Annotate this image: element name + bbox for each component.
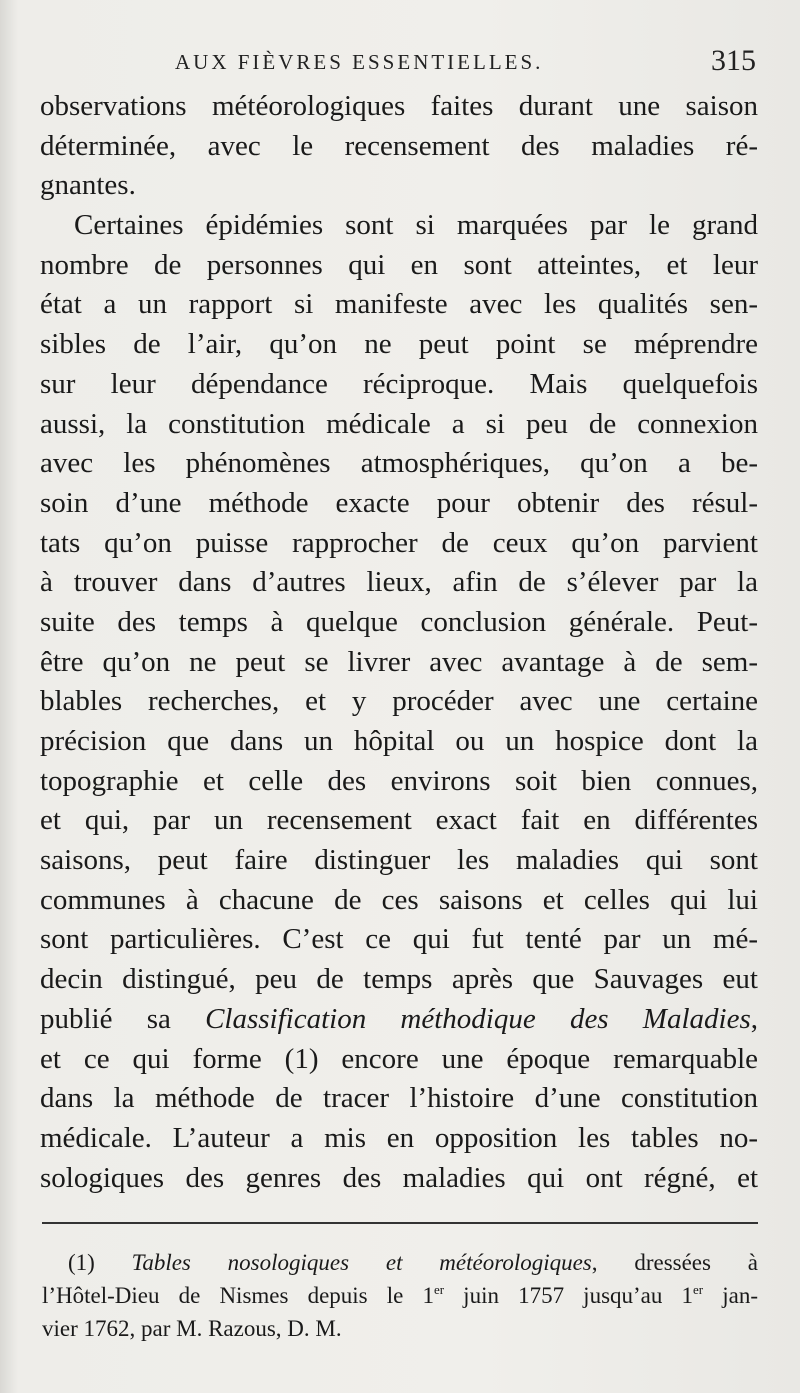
footnote-line [42,1279,758,1312]
footnote-divider [42,1222,758,1224]
text-line: decin distingué, peu de temps après que Sauvages eut [40,963,758,996]
paragraph-first-line: Certaines épidémies sont si marquées par le grand [74,209,758,242]
text-line: sur leur dépendance réciproque. Mais quelquefois [40,367,758,400]
page-number: 315 [711,44,756,77]
text-line-with-title [40,1000,758,1040]
superscript: er [693,1282,704,1297]
text-line: blables recherches, et y procéder avec une certaine [40,685,758,718]
footnote-marker: (1) [68,1250,132,1275]
text-line: sont particulières. C’est ce qui fut tenté par un mé- [40,923,758,956]
text-segment: publié sa [40,1002,206,1035]
footnote-title: Tables nosologiques et météorologiques [131,1250,592,1275]
text-line: état a un rapport si manifeste avec les qualités sen- [40,288,758,321]
footnote-line: vier 1762, par M. Razous, D. M. [42,1316,342,1341]
text-line: à trouver dans d’autres lieux, afin de s’élever par la [40,566,758,599]
footnote-line [42,1246,758,1279]
text-line: et qui, par un recensement exact fait en différentes [40,804,758,837]
text-segment: l’Hôtel-Dieu de Nismes depuis le 1 [42,1283,434,1308]
page-header [40,44,756,84]
text-segment: , dressées à [591,1250,758,1275]
text-segment: jan- [703,1283,758,1308]
text-line: précision que dans un hôpital ou un hospice dont la [40,725,758,757]
text-line: dans la méthode de tracer l’histoire d’une constitution [40,1082,758,1115]
text-line: suite des temps à quelque conclusion générale. Peut- [40,605,758,638]
text-line: avec les phénomènes atmosphériques, qu’on a be- [40,447,758,480]
body-text [40,87,758,1198]
text-line: être qu’on ne peut se livrer avec avantage à de sem- [40,645,758,678]
text-line: sologiques des genres des maladies qui ont régné, et [40,1161,758,1194]
text-line: gnantes. [40,169,136,202]
text-segment: , [750,1002,758,1035]
text-line: communes à chacune de ces saisons et celles qui lui [40,883,758,916]
footnote [42,1246,758,1345]
running-title: AUX FIÈVRES ESSENTIELLES. [175,50,544,74]
superscript: er [433,1282,445,1297]
book-title: Classification méthodique des Maladies [205,1002,751,1035]
text-line: médicale. L’auteur a mis en opposition les tables no- [40,1121,758,1154]
text-line: soin d’une méthode exacte pour obtenir des résul- [40,486,758,519]
text-segment: juin 1757 jusqu’au 1 [444,1283,694,1308]
text-line: aussi, la constitution médicale a si peu de connexion [40,407,758,440]
text-line: nombre de personnes qui en sont atteintes, et leur [40,248,758,281]
text-line: topographie et celle des environs soit bien connues, [40,764,758,797]
text-line: et ce qui forme (1) encore une époque remarquable [40,1042,758,1075]
text-line: tats qu’on puisse rapprocher de ceux qu’on parvient [40,526,758,559]
text-line: déterminée, avec le recensement des maladies ré- [40,129,758,162]
text-line: saisons, peut faire distinguer les maladies qui sont [40,844,758,877]
text-line: observations météorologiques faites durant une saison [40,90,758,122]
text-line: sibles de l’air, qu’on ne peut point se méprendre [40,328,758,361]
